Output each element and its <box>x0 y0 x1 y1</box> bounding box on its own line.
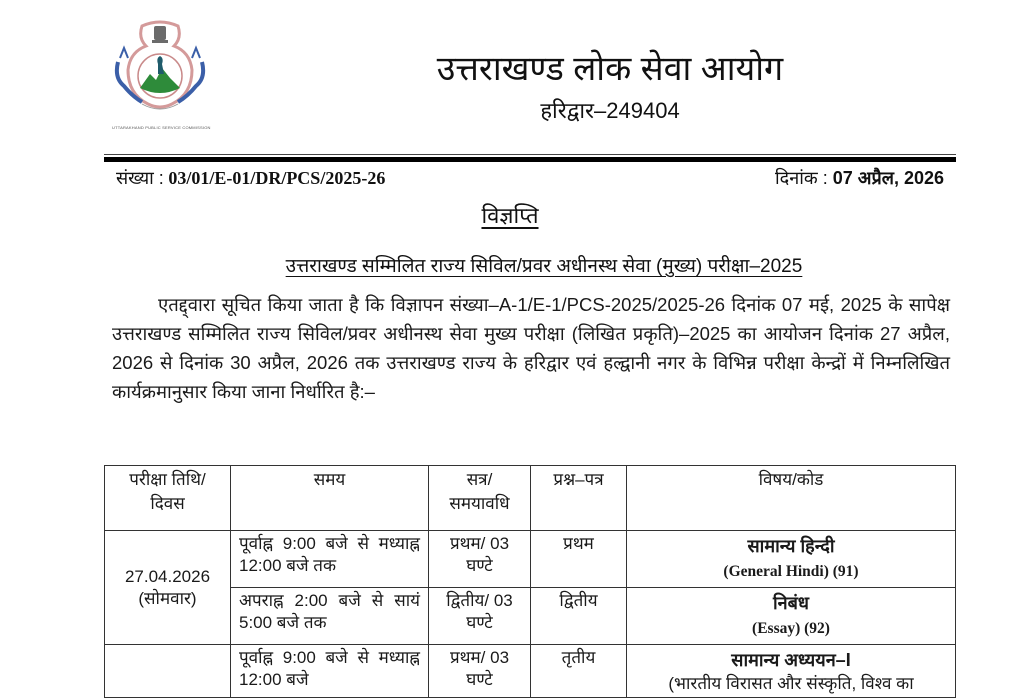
reference-number <box>116 166 385 190</box>
emblem-icon <box>112 18 208 124</box>
notice-heading-text: विज्ञप्ति <box>481 203 539 228</box>
cell-paper: तृतीय <box>531 645 627 698</box>
cell-session: प्रथम/ 03 घण्टे <box>429 645 531 698</box>
cell-subject <box>627 588 956 645</box>
notice-paragraph: एतद्द्वारा सूचित किया जाता है कि विज्ञापन संख्या–A-1/E-1/PCS-2025/2025-26 दिनांक 07 मई, 2025 के सापेक्ष उत्तराखण्ड सम्मिलित राज्य सिविल/प्रवर अधीनस्थ सेवा मुख्य परीक्षा (लिखित प्रकृति)–2025 का आयोजन दिनांक 27 अप्रैल, 2026 से दिनांक 30 अप्रैल, 2026 तक उत्तराखण्ड राज्य के हरिद्वार एवं हल्द्वानी नगर के विभिन्न परीक्षा केन्द्रों में निम्नलिखित कार्यक्रमानुसार किया जाना निर्धारित है:– <box>112 294 950 402</box>
table-row <box>105 531 956 588</box>
notice-date <box>775 166 944 190</box>
notice-date-value: 07 अप्रैल, 2026 <box>832 168 944 188</box>
exam-title-text: उत्तराखण्ड सम्मिलित राज्य सिविल/प्रवर अधीनस्थ सेवा (मुख्य) परीक्षा–2025 <box>285 256 803 277</box>
table-header-row <box>105 466 956 531</box>
commission-logo <box>112 18 211 130</box>
cell-date-day <box>105 531 231 645</box>
cell-subject <box>627 531 956 588</box>
table-row <box>105 588 956 645</box>
exam-date: 27.04.2026 <box>124 566 211 586</box>
organization-name: उत्तराखण्ड लोक सेवा आयोग <box>436 50 784 88</box>
header-date-day: परीक्षा तिथि/ दिवस <box>105 466 231 531</box>
cell-paper: प्रथम <box>531 531 627 588</box>
reference-number-value: 03/01/E-01/DR/PCS/2025-26 <box>168 168 386 188</box>
header-divider-thin <box>104 154 956 155</box>
header-session-duration: सत्र/ समयावधि <box>429 466 531 531</box>
exam-title <box>110 254 978 280</box>
reference-number-label: संख्या : <box>116 168 164 188</box>
table-row <box>105 645 956 698</box>
cell-session: द्वितीय/ 03 घण्टे <box>429 588 531 645</box>
notice-heading <box>0 202 1020 230</box>
cell-session: प्रथम/ 03 घण्टे <box>429 531 531 588</box>
logo-caption: UTTARAKHAND PUBLIC SERVICE COMMISSION <box>112 125 211 130</box>
subject-english-code: (Essay) (92) <box>752 620 830 637</box>
exam-schedule-table <box>104 465 956 698</box>
subject-hindi: सामान्य हिन्दी <box>747 536 835 556</box>
header-paper: प्रश्न–पत्र <box>531 466 627 531</box>
header-subject-code: विषय/कोड <box>627 466 956 531</box>
notice-date-label: दिनांक : <box>775 168 828 188</box>
cell-subject <box>627 645 956 698</box>
cell-time: अपराह्न 2:00 बजे से सायं 5:00 बजे तक <box>231 588 429 645</box>
exam-day: (सोमवार) <box>138 588 197 608</box>
cell-paper: द्वितीय <box>531 588 627 645</box>
cell-time: पूर्वाह्न 9:00 बजे से मध्याह्न 12:00 बजे तक <box>231 531 429 588</box>
cell-time: पूर्वाह्न 9:00 बजे से मध्याह्न 12:00 बजे <box>231 645 429 698</box>
organization-address: हरिद्वार–249404 <box>540 98 680 123</box>
header-divider-thick <box>104 157 956 162</box>
subject-note: (भारतीय विरासत और संस्कृति, विश्व का <box>668 674 914 693</box>
subject-english-code: (General Hindi) (91) <box>723 563 859 580</box>
header-time: समय <box>231 466 429 531</box>
subject-hindi: सामान्य अध्ययन–I <box>731 650 851 670</box>
cell-date-day <box>105 645 231 698</box>
subject-hindi: निबंध <box>773 593 809 613</box>
